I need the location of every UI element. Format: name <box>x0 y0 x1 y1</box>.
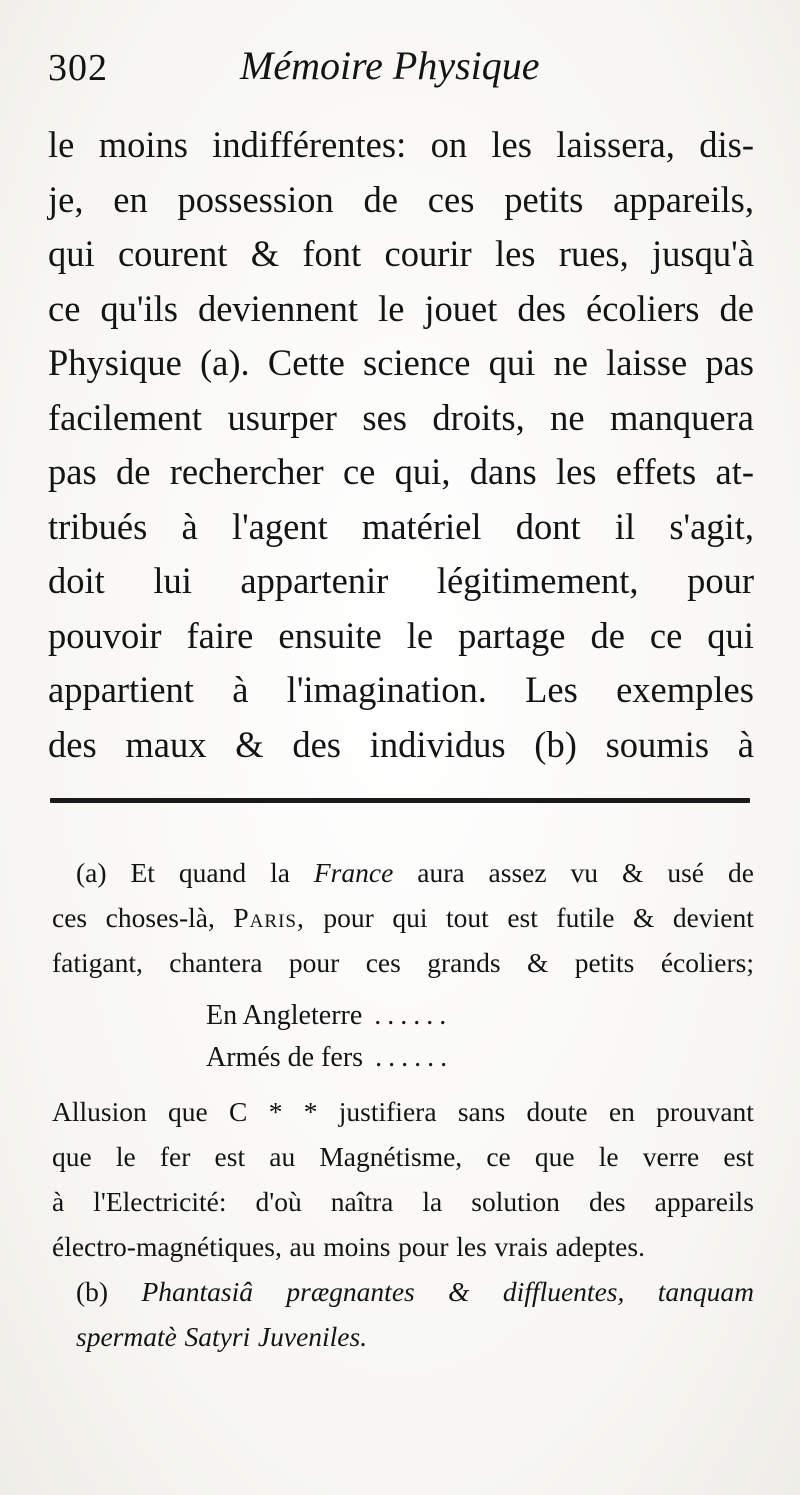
word: (a) <box>76 857 107 888</box>
word: qui <box>488 342 536 383</box>
word: pas <box>48 451 97 492</box>
footnote-a-verse <box>52 995 754 1079</box>
word: ce <box>486 1141 511 1172</box>
word: ensuite <box>278 614 382 656</box>
word: rechercher <box>169 451 324 492</box>
word: des <box>588 1186 626 1217</box>
footnote-line <box>52 1089 754 1134</box>
body-line <box>48 336 754 391</box>
word: quand <box>178 857 247 888</box>
word: ce <box>48 287 81 329</box>
word: est <box>214 1141 246 1172</box>
word: dont <box>515 505 581 547</box>
verse-line <box>206 1037 754 1079</box>
footnote-line <box>52 940 754 985</box>
word: ces <box>365 947 401 978</box>
word: l'Electricité: <box>93 1186 227 1217</box>
verse-text: En Angleterre <box>206 1000 363 1031</box>
word: à <box>52 1186 65 1217</box>
word: est <box>723 1141 754 1172</box>
word: & <box>250 233 280 274</box>
footnote-line <box>52 1314 754 1359</box>
word: spermatè <box>76 1321 177 1352</box>
word: verre <box>642 1141 700 1172</box>
word: Et <box>130 857 155 888</box>
word: & <box>235 723 264 765</box>
word: les <box>456 1231 487 1262</box>
word: de <box>727 857 754 888</box>
word: matériel <box>361 505 482 547</box>
word: le <box>406 614 434 656</box>
word: lui <box>153 560 192 601</box>
word: * <box>303 1096 318 1127</box>
body-line <box>48 609 754 664</box>
word: Physique <box>48 342 182 383</box>
word: pouvoir <box>48 614 162 656</box>
word: science <box>363 342 471 383</box>
word: des <box>48 723 97 765</box>
word: qui <box>392 902 428 933</box>
word: que <box>52 1141 92 1172</box>
word: faire <box>186 614 254 656</box>
footnote-line <box>52 850 754 895</box>
word: individus <box>369 723 506 765</box>
word: ne <box>553 342 588 383</box>
word: qu'ils <box>100 287 178 329</box>
word: chantera <box>169 947 263 978</box>
page-header <box>48 40 752 100</box>
word: le <box>598 1141 619 1172</box>
word: le <box>48 124 75 165</box>
word: moins <box>98 124 188 165</box>
body-line <box>48 282 754 337</box>
body-line <box>48 554 754 609</box>
word: appartient <box>48 669 194 710</box>
footnote-a <box>52 850 754 985</box>
word: jouet <box>424 287 498 329</box>
word: laisse <box>606 342 688 383</box>
word: qui, <box>394 451 451 492</box>
word: les <box>494 233 536 274</box>
word: (a). <box>200 342 250 383</box>
word: Les <box>525 669 578 710</box>
word: maux <box>125 723 207 765</box>
word: font <box>302 233 362 274</box>
word: légitimement, <box>436 560 639 601</box>
word: courent <box>117 233 228 274</box>
word: appareils, <box>613 178 754 220</box>
word: possession <box>177 178 334 220</box>
word: qui <box>707 614 754 656</box>
word: Juveniles. <box>257 1321 368 1352</box>
footnote-line <box>52 1269 754 1314</box>
word: deviennent <box>197 287 359 329</box>
word: tout <box>446 902 489 933</box>
word: devient <box>672 902 754 933</box>
word: droits, <box>432 396 525 438</box>
word: de <box>719 287 754 329</box>
word: des <box>292 723 341 765</box>
word: de <box>363 178 398 220</box>
word: ces <box>427 178 475 220</box>
word: en <box>608 1096 635 1127</box>
body-line <box>48 391 754 446</box>
word: ce <box>342 451 376 492</box>
word: que <box>534 1141 575 1172</box>
footnote-line <box>52 1134 754 1179</box>
word: & <box>621 857 644 888</box>
word: les <box>555 451 597 492</box>
word: laissera, <box>556 124 675 165</box>
word: d'où <box>255 1186 302 1217</box>
word: qui <box>48 233 95 274</box>
word: choses-là, <box>105 902 215 933</box>
verse-text: Armés de fers <box>206 1042 364 1073</box>
word: électro-magnétiques, <box>52 1231 282 1262</box>
word: aura <box>417 857 465 888</box>
word: je, <box>48 178 84 220</box>
body-line <box>48 173 754 228</box>
word: & <box>633 902 655 933</box>
word: appareils <box>654 1186 754 1217</box>
word: petits <box>504 178 584 220</box>
word: appartenir <box>240 560 389 601</box>
word: au <box>289 1231 316 1262</box>
body-line <box>48 118 754 173</box>
word: ce <box>649 614 683 656</box>
word: pour <box>323 902 374 933</box>
word: effets <box>615 451 697 492</box>
word: le <box>115 1141 136 1172</box>
word: Phantasiâ <box>141 1276 253 1307</box>
word: courir <box>384 233 472 274</box>
running-title: Mémoire Physique <box>240 43 540 88</box>
word: (b) <box>76 1276 109 1307</box>
word: doute <box>526 1096 588 1127</box>
word: on <box>430 124 468 165</box>
word: de <box>115 451 151 492</box>
word: tanquam <box>657 1276 754 1307</box>
word: doit <box>48 560 105 601</box>
word: (b) <box>534 723 577 765</box>
word: écoliers; <box>660 947 754 978</box>
word: facilement <box>48 396 203 438</box>
body-line <box>48 718 754 773</box>
word: s'agit, <box>669 505 754 547</box>
footnotes <box>52 850 754 1359</box>
footnote-line <box>52 895 754 940</box>
word: grands <box>427 947 501 978</box>
word: adeptes. <box>555 1231 645 1262</box>
body-line <box>48 445 754 500</box>
word: la <box>422 1186 443 1217</box>
footnote-a-continuation <box>52 1089 754 1269</box>
word: rues, <box>558 233 629 274</box>
word: pas <box>705 342 754 383</box>
word: diffluentes, <box>502 1276 625 1307</box>
word: tribués <box>48 505 148 547</box>
word: Allusion <box>52 1096 147 1127</box>
word: les <box>491 124 532 165</box>
word: le <box>378 287 405 329</box>
word: manquera <box>610 396 754 438</box>
word: solution <box>471 1186 560 1217</box>
word: jusqu'à <box>652 233 754 274</box>
verse-dots: ...... <box>374 1000 453 1031</box>
word: pour <box>687 560 754 601</box>
verse-dots: ...... <box>375 1042 454 1073</box>
word: at- <box>715 451 754 492</box>
word: en <box>113 178 148 220</box>
word: Paris, <box>233 902 305 933</box>
word: ces <box>52 902 88 933</box>
word: ses <box>362 396 407 438</box>
word: usé <box>667 857 704 888</box>
word: assez <box>488 857 547 888</box>
word: dis- <box>699 124 754 165</box>
footnote-line <box>52 1224 754 1269</box>
word: naîtra <box>330 1186 394 1217</box>
word: usurper <box>227 396 337 438</box>
word: Satyri <box>184 1321 251 1352</box>
word: à <box>181 505 198 547</box>
word: C <box>229 1096 248 1127</box>
word: pour <box>398 1231 449 1262</box>
body-line <box>48 500 754 555</box>
word: justifiera <box>338 1096 437 1127</box>
main-text <box>48 118 754 772</box>
word: & <box>526 947 549 978</box>
word: que <box>168 1096 208 1127</box>
word: fatigant, <box>52 947 143 978</box>
word: indifférentes: <box>212 124 407 165</box>
verse-line <box>206 995 754 1037</box>
word: ne <box>550 396 585 438</box>
footnote-b <box>52 1269 754 1359</box>
word: * <box>268 1096 283 1127</box>
word: petits <box>574 947 635 978</box>
word: sans <box>457 1096 506 1127</box>
word: au <box>269 1141 296 1172</box>
word: des <box>517 287 567 329</box>
word: de <box>590 614 625 656</box>
word: futile <box>556 902 615 933</box>
word: partage <box>458 614 566 656</box>
word: vrais <box>494 1231 548 1262</box>
word: & <box>448 1276 470 1307</box>
word: à <box>737 723 754 765</box>
word: Magnétisme, <box>319 1141 463 1172</box>
word: France <box>313 857 394 888</box>
word: l'imagination. <box>286 669 487 710</box>
body-line <box>48 663 754 718</box>
footnote-rule <box>50 798 750 803</box>
word: moins <box>323 1231 391 1262</box>
word: prægnantes <box>286 1276 415 1307</box>
word: prouvant <box>656 1096 754 1127</box>
word: écoliers <box>586 287 700 329</box>
footnote-line <box>52 1179 754 1224</box>
word: Cette <box>267 342 345 383</box>
word: pour <box>288 947 340 978</box>
word: est <box>507 902 538 933</box>
page-number: 302 <box>48 47 108 89</box>
word: l'agent <box>231 505 328 547</box>
body-line <box>48 227 754 282</box>
word: soumis <box>605 723 710 765</box>
word: vu <box>570 857 599 888</box>
word: à <box>232 669 249 710</box>
word: dans <box>469 451 537 492</box>
word: la <box>270 857 290 888</box>
word: fer <box>159 1141 191 1172</box>
word: il <box>614 505 636 547</box>
word: exemples <box>616 669 754 710</box>
